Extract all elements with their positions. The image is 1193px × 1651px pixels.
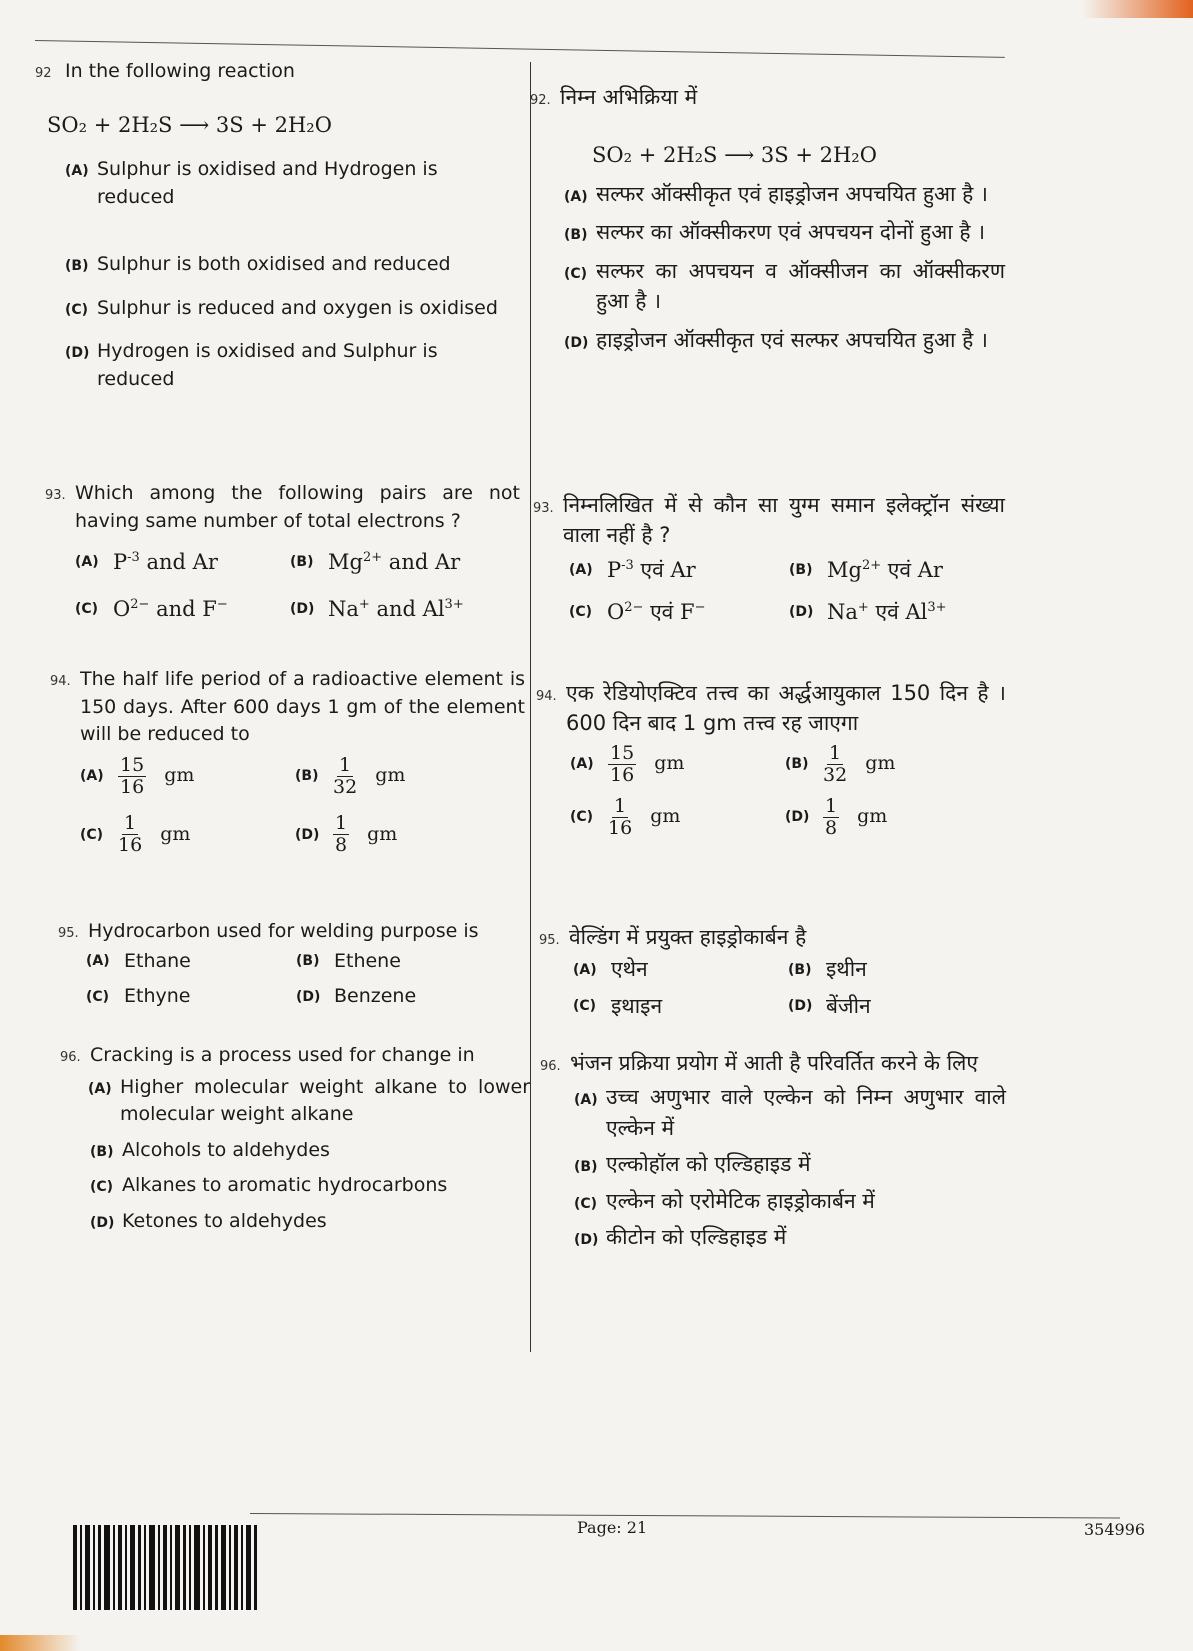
option-c: (C) इथाइन: [573, 993, 663, 1018]
question-92-hi: [530, 82, 1005, 355]
option-d: (D) Ketones to aldehydes: [90, 1209, 327, 1232]
option-a: (A) $P^{-3}$ and Ar: [75, 550, 218, 575]
option-c: (C) $\frac{1}{16}$ gm: [570, 794, 681, 839]
option-b: (B) सल्फर का ऑक्सीकरण एवं अपचयन दोनों हुआ है ।: [564, 220, 986, 245]
reaction-equation: SO₂ + 2H₂S ⟶ 3S + 2H₂O: [592, 143, 877, 168]
fraction: $\frac{1}{16}$: [118, 812, 143, 857]
option-c: (C) सल्फर का अपचयन व ऑक्सीजन का ऑक्सीकरण हुआ है ।: [564, 258, 1005, 314]
fraction: $\frac{1}{8}$: [335, 812, 348, 857]
option-b: (B) इथीन: [788, 957, 867, 982]
fraction: $\frac{1}{16}$: [608, 794, 633, 839]
question-95-hi: [539, 922, 999, 1021]
options-grid: [80, 755, 525, 857]
barcode-icon: [73, 1525, 263, 1610]
option-c: (C) Sulphur is reduced and oxygen is oxidised: [65, 296, 498, 319]
option-b: (B) Alcohols to aldehydes: [90, 1138, 330, 1161]
question-number: 94.: [536, 689, 557, 704]
question-number: 95.: [58, 926, 79, 941]
option-d: (D) Hydrogen is oxidised and Sulphur is reduced: [65, 340, 438, 390]
option-c: (C) $O^{2-}$ एवं F−: [569, 600, 706, 625]
option-b: (B) $Mg^{2+}$ एवं Ar: [789, 557, 943, 582]
options-grid: [570, 743, 1006, 839]
option-a: (A) Higher molecular weight alkane to lower molecular weight alkane: [88, 1075, 530, 1126]
question-number: 93.: [45, 488, 66, 503]
paper-edge-shadow-bottom: [0, 1635, 80, 1651]
option-d: (D) $\frac{1}{8}$ gm: [295, 812, 398, 857]
question-number: 95.: [539, 933, 560, 948]
options-grid: [569, 555, 1005, 628]
footer-rule: [250, 1513, 1120, 1519]
options-grid: [573, 954, 999, 1021]
question-text: निम्न अभिक्रिया में: [560, 85, 698, 109]
options-grid: [75, 547, 520, 624]
paper-edge-shadow: [1083, 0, 1193, 18]
question-93-hi: [533, 490, 1005, 628]
option-b: (B) एल्कोहॉल को एल्डिहाइड में: [574, 1152, 811, 1177]
header-rule: [35, 40, 1005, 58]
question-96-hi: [540, 1048, 1006, 1253]
question-text: The half life period of a radioactive element is 150 days. After 600 days 1 gm of the element will be reduced to: [80, 668, 525, 746]
option-c: (C) $O^{2-}$ and F−: [75, 596, 228, 621]
fraction: $\frac{15}{16}$: [610, 741, 635, 786]
option-d: (D) Na+ and $Al^{3+}$: [290, 596, 464, 621]
question-96-en: [60, 1042, 530, 1235]
question-text: निम्नलिखित में से कौन सा युग्म समान इलेक्ट्रॉन संख्या वाला नहीं है ?: [563, 493, 1005, 548]
question-text: एक रेडियोएक्टिव तत्त्व का अर्द्धआयुकाल 150 दिन है । 600 दिन बाद 1 gm तत्त्व रह जाएगा: [566, 681, 1006, 736]
question-text: Which among the following pairs are not having same number of total electrons ?: [75, 482, 520, 532]
option-d: (D) Benzene: [296, 985, 417, 1008]
question-text: वेल्डिंग में प्रयुक्त हाइड्रोकार्बन है: [569, 925, 807, 949]
option-d: (D) Na+ एवं $Al^{3+}$: [789, 600, 947, 625]
booklet-code: 354996: [1084, 1520, 1146, 1539]
option-a: (A) उच्च अणुभार वाले एल्केन को निम्न अणुभार वाले एल्केन में: [574, 1085, 1006, 1140]
option-b: (B) Sulphur is both oxidised and reduced: [65, 253, 451, 276]
question-text: भंजन प्रक्रिया प्रयोग में आती है परिवर्तित करने के लिए: [570, 1051, 978, 1075]
option-b: (B) $\frac{1}{32}$ gm: [295, 753, 406, 798]
option-c: (C) Ethyne: [86, 985, 191, 1008]
reaction-equation: SO₂ + 2H₂S ⟶ 3S + 2H₂O: [47, 112, 332, 137]
option-b: (B) Ethene: [296, 949, 401, 972]
question-number: 92.: [530, 93, 551, 108]
question-95-en: [58, 918, 518, 1011]
question-number: 96.: [540, 1059, 561, 1074]
option-a: (A) $\frac{15}{16}$ gm: [570, 741, 685, 786]
question-number: 93.: [533, 501, 554, 516]
question-93-en: [45, 480, 520, 624]
options-grid: [86, 948, 518, 1011]
option-d: (D) बेंजीन: [788, 993, 871, 1018]
fraction: $\frac{1}{8}$: [825, 794, 838, 839]
fraction: $\frac{1}{32}$: [333, 753, 358, 798]
option-d: (D) हाइड्रोजन ऑक्सीकृत एवं सल्फर अपचयित हुआ है ।: [564, 327, 988, 352]
option-a: (A) $\frac{15}{16}$ gm: [80, 753, 195, 798]
question-94-en: [50, 666, 525, 856]
question-94-hi: [536, 678, 1006, 838]
option-d: (D) कीटोन को एल्डिहाइड में: [574, 1225, 787, 1250]
option-a: (A) सल्फर ऑक्सीकृत एवं हाइड्रोजन अपचयित हुआ है ।: [564, 181, 988, 206]
question-number: 94.: [50, 674, 71, 689]
question-text: Hydrocarbon used for welding purpose is: [88, 920, 479, 942]
option-a: (A) Sulphur is oxidised and Hydrogen is reduced: [65, 157, 438, 208]
page-number: Page: 21: [577, 1518, 648, 1537]
fraction: $\frac{1}{32}$: [823, 741, 848, 786]
question-number: 96.: [60, 1050, 81, 1065]
question-92-en: [35, 58, 515, 393]
option-d: (D) $\frac{1}{8}$ gm: [785, 794, 888, 839]
fraction: $\frac{15}{16}$: [120, 753, 145, 798]
option-c: (C) $\frac{1}{16}$ gm: [80, 812, 191, 857]
option-b: (B) $\frac{1}{32}$ gm: [785, 741, 896, 786]
option-a: (A) एथेन: [573, 957, 648, 982]
option-a: (A) $P^{-3}$ एवं Ar: [569, 557, 696, 582]
option-a: (A) Ethane: [86, 949, 191, 972]
option-b: (B) $Mg^{2+}$ and Ar: [290, 550, 461, 575]
question-text: Cracking is a process used for change in: [90, 1044, 475, 1066]
option-c: (C) Alkanes to aromatic hydrocarbons: [90, 1174, 448, 1197]
question-number: 92: [35, 66, 52, 81]
option-c: (C) एल्केन को एरोमेटिक हाइड्रोकार्बन में: [574, 1188, 875, 1213]
question-text: In the following reaction: [65, 60, 295, 82]
